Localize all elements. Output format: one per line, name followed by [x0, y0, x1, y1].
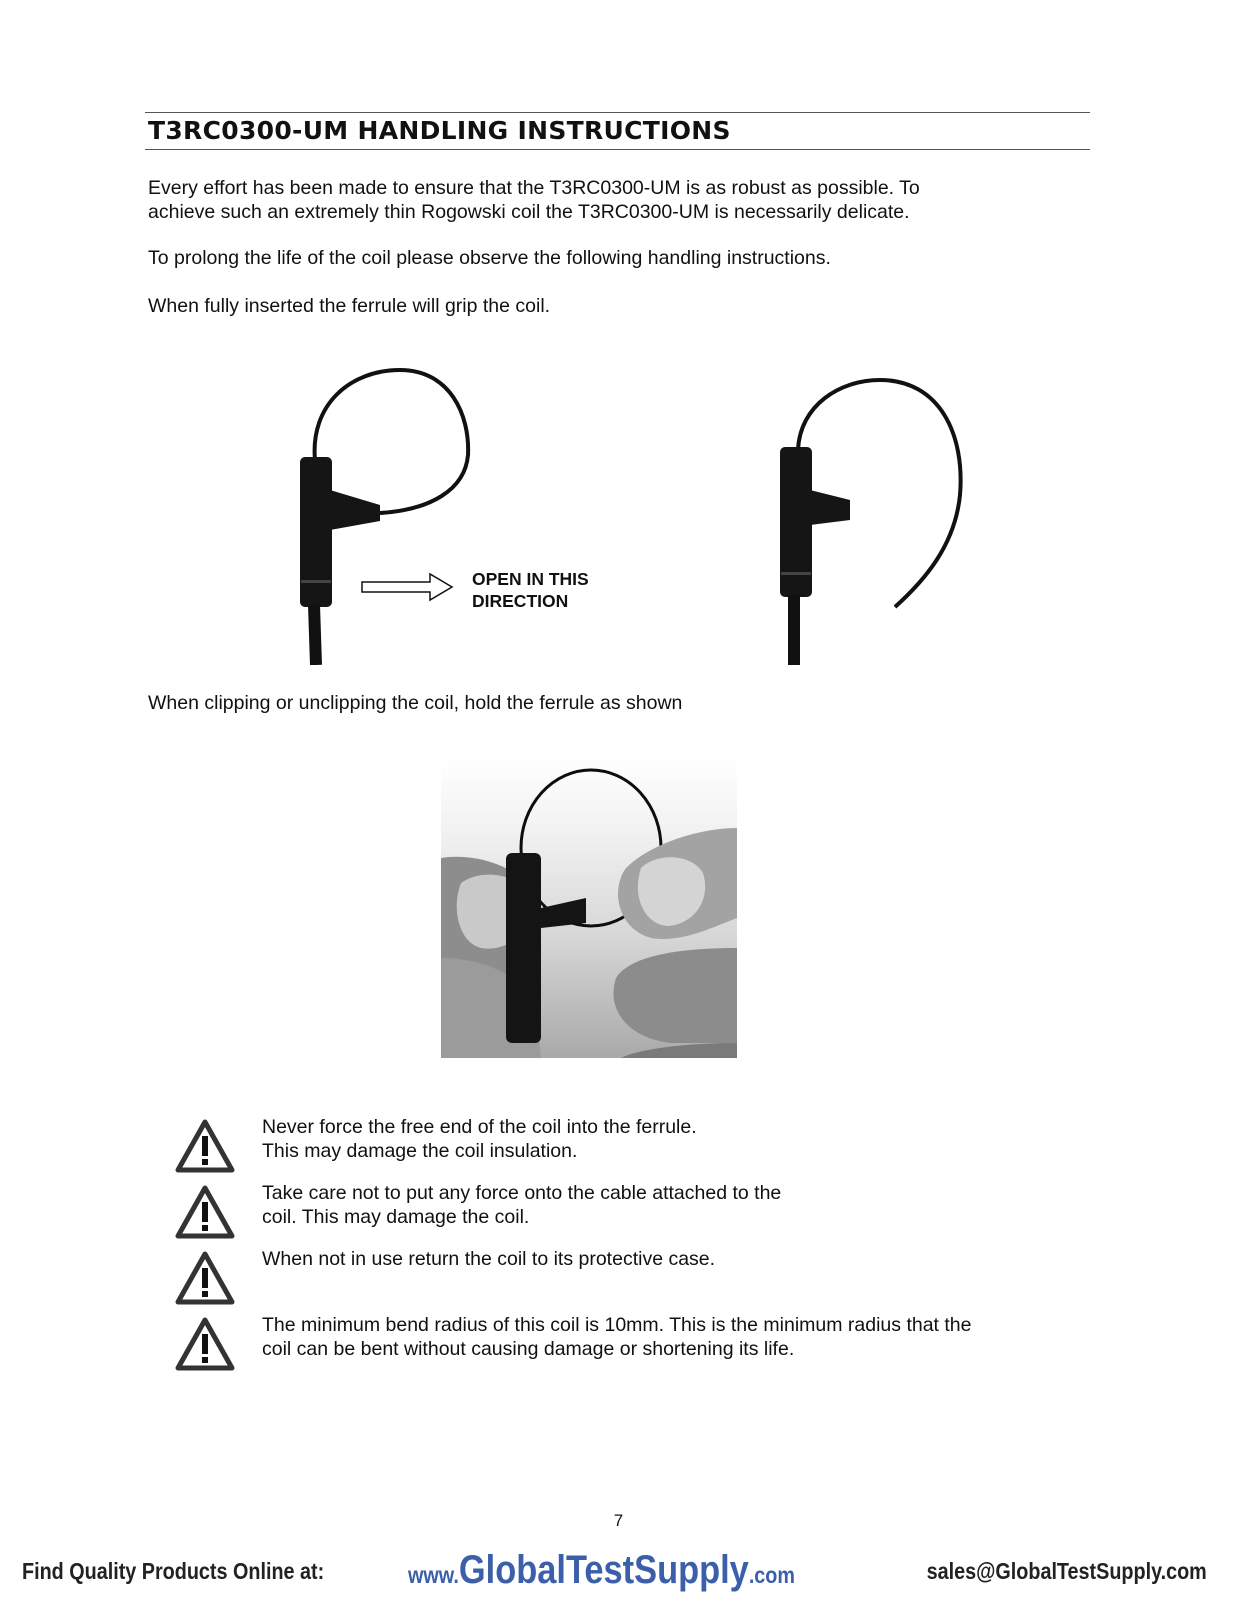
fingers-illustration [441, 758, 737, 1058]
ferrule-paragraph: When fully inserted the ferrule will grip the coil. [148, 295, 551, 317]
footer-url-main: GlobalTestSupply [458, 1548, 749, 1592]
prolong-paragraph: To prolong the life of the coil please observe the following handling instructions. [148, 247, 831, 269]
warning-1-line-1: Never force the free end of the coil into the ferrule. [262, 1116, 697, 1138]
footer-tagline: Find Quality Products Online at: [22, 1558, 325, 1584]
page-number: 7 [613, 1511, 624, 1530]
warning-4-line-1: The minimum bend radius of this coil is 10mm. This is the minimum radius that the [262, 1314, 972, 1336]
title-top-rule [145, 112, 1090, 113]
intro-line-2: achieve such an extremely thin Rogowski coil the T3RC0300-UM is necessarily delicate. [148, 201, 910, 223]
title-bottom-rule [145, 149, 1090, 150]
closed-coil-figure [290, 365, 490, 665]
warning-2-line-2: coil. This may damage the coil. [262, 1205, 530, 1228]
warning-text-4 [262, 1314, 1062, 1361]
warning-text-2 [262, 1182, 1062, 1229]
holding-ferrule-photo [441, 758, 737, 1058]
warning-2-line-1: Take care not to put any force onto the cable attached to the [262, 1182, 782, 1204]
open-coil-figure [770, 375, 980, 665]
intro-paragraph [148, 176, 1088, 224]
warning-triangle-icon [175, 1316, 235, 1372]
warning-3-line-1: When not in use return the coil to its protective case. [262, 1248, 716, 1270]
footer-url-prefix: www. [408, 1562, 459, 1588]
warning-triangle-icon [175, 1250, 235, 1306]
arrow-label-line-1: OPEN IN THIS [472, 569, 589, 589]
warning-1-line-2: This may damage the coil insulation. [262, 1139, 578, 1162]
footer-website-link[interactable] [408, 1548, 795, 1593]
warning-text-3 [262, 1248, 1062, 1272]
warning-triangle-icon [175, 1118, 235, 1174]
arrow-label-line-2: DIRECTION [472, 591, 569, 611]
open-direction-arrow-icon [360, 572, 455, 602]
footer-banner [0, 1548, 1237, 1592]
page-title: T3RC0300-UM HANDLING INSTRUCTIONS [148, 116, 731, 145]
clipping-paragraph: When clipping or unclipping the coil, hold the ferrule as shown [148, 692, 683, 714]
warning-4-line-2: coil can be bent without causing damage or shortening its life. [262, 1337, 795, 1360]
footer-email-link[interactable]: sales@GlobalTestSupply.com [926, 1558, 1207, 1584]
open-direction-label [472, 568, 589, 612]
intro-line-1: Every effort has been made to ensure that the T3RC0300-UM is as robust as possible. To [148, 177, 920, 199]
footer-url-suffix: .com [748, 1562, 795, 1588]
warning-triangle-icon [175, 1184, 235, 1240]
warning-text-1 [262, 1116, 1062, 1163]
